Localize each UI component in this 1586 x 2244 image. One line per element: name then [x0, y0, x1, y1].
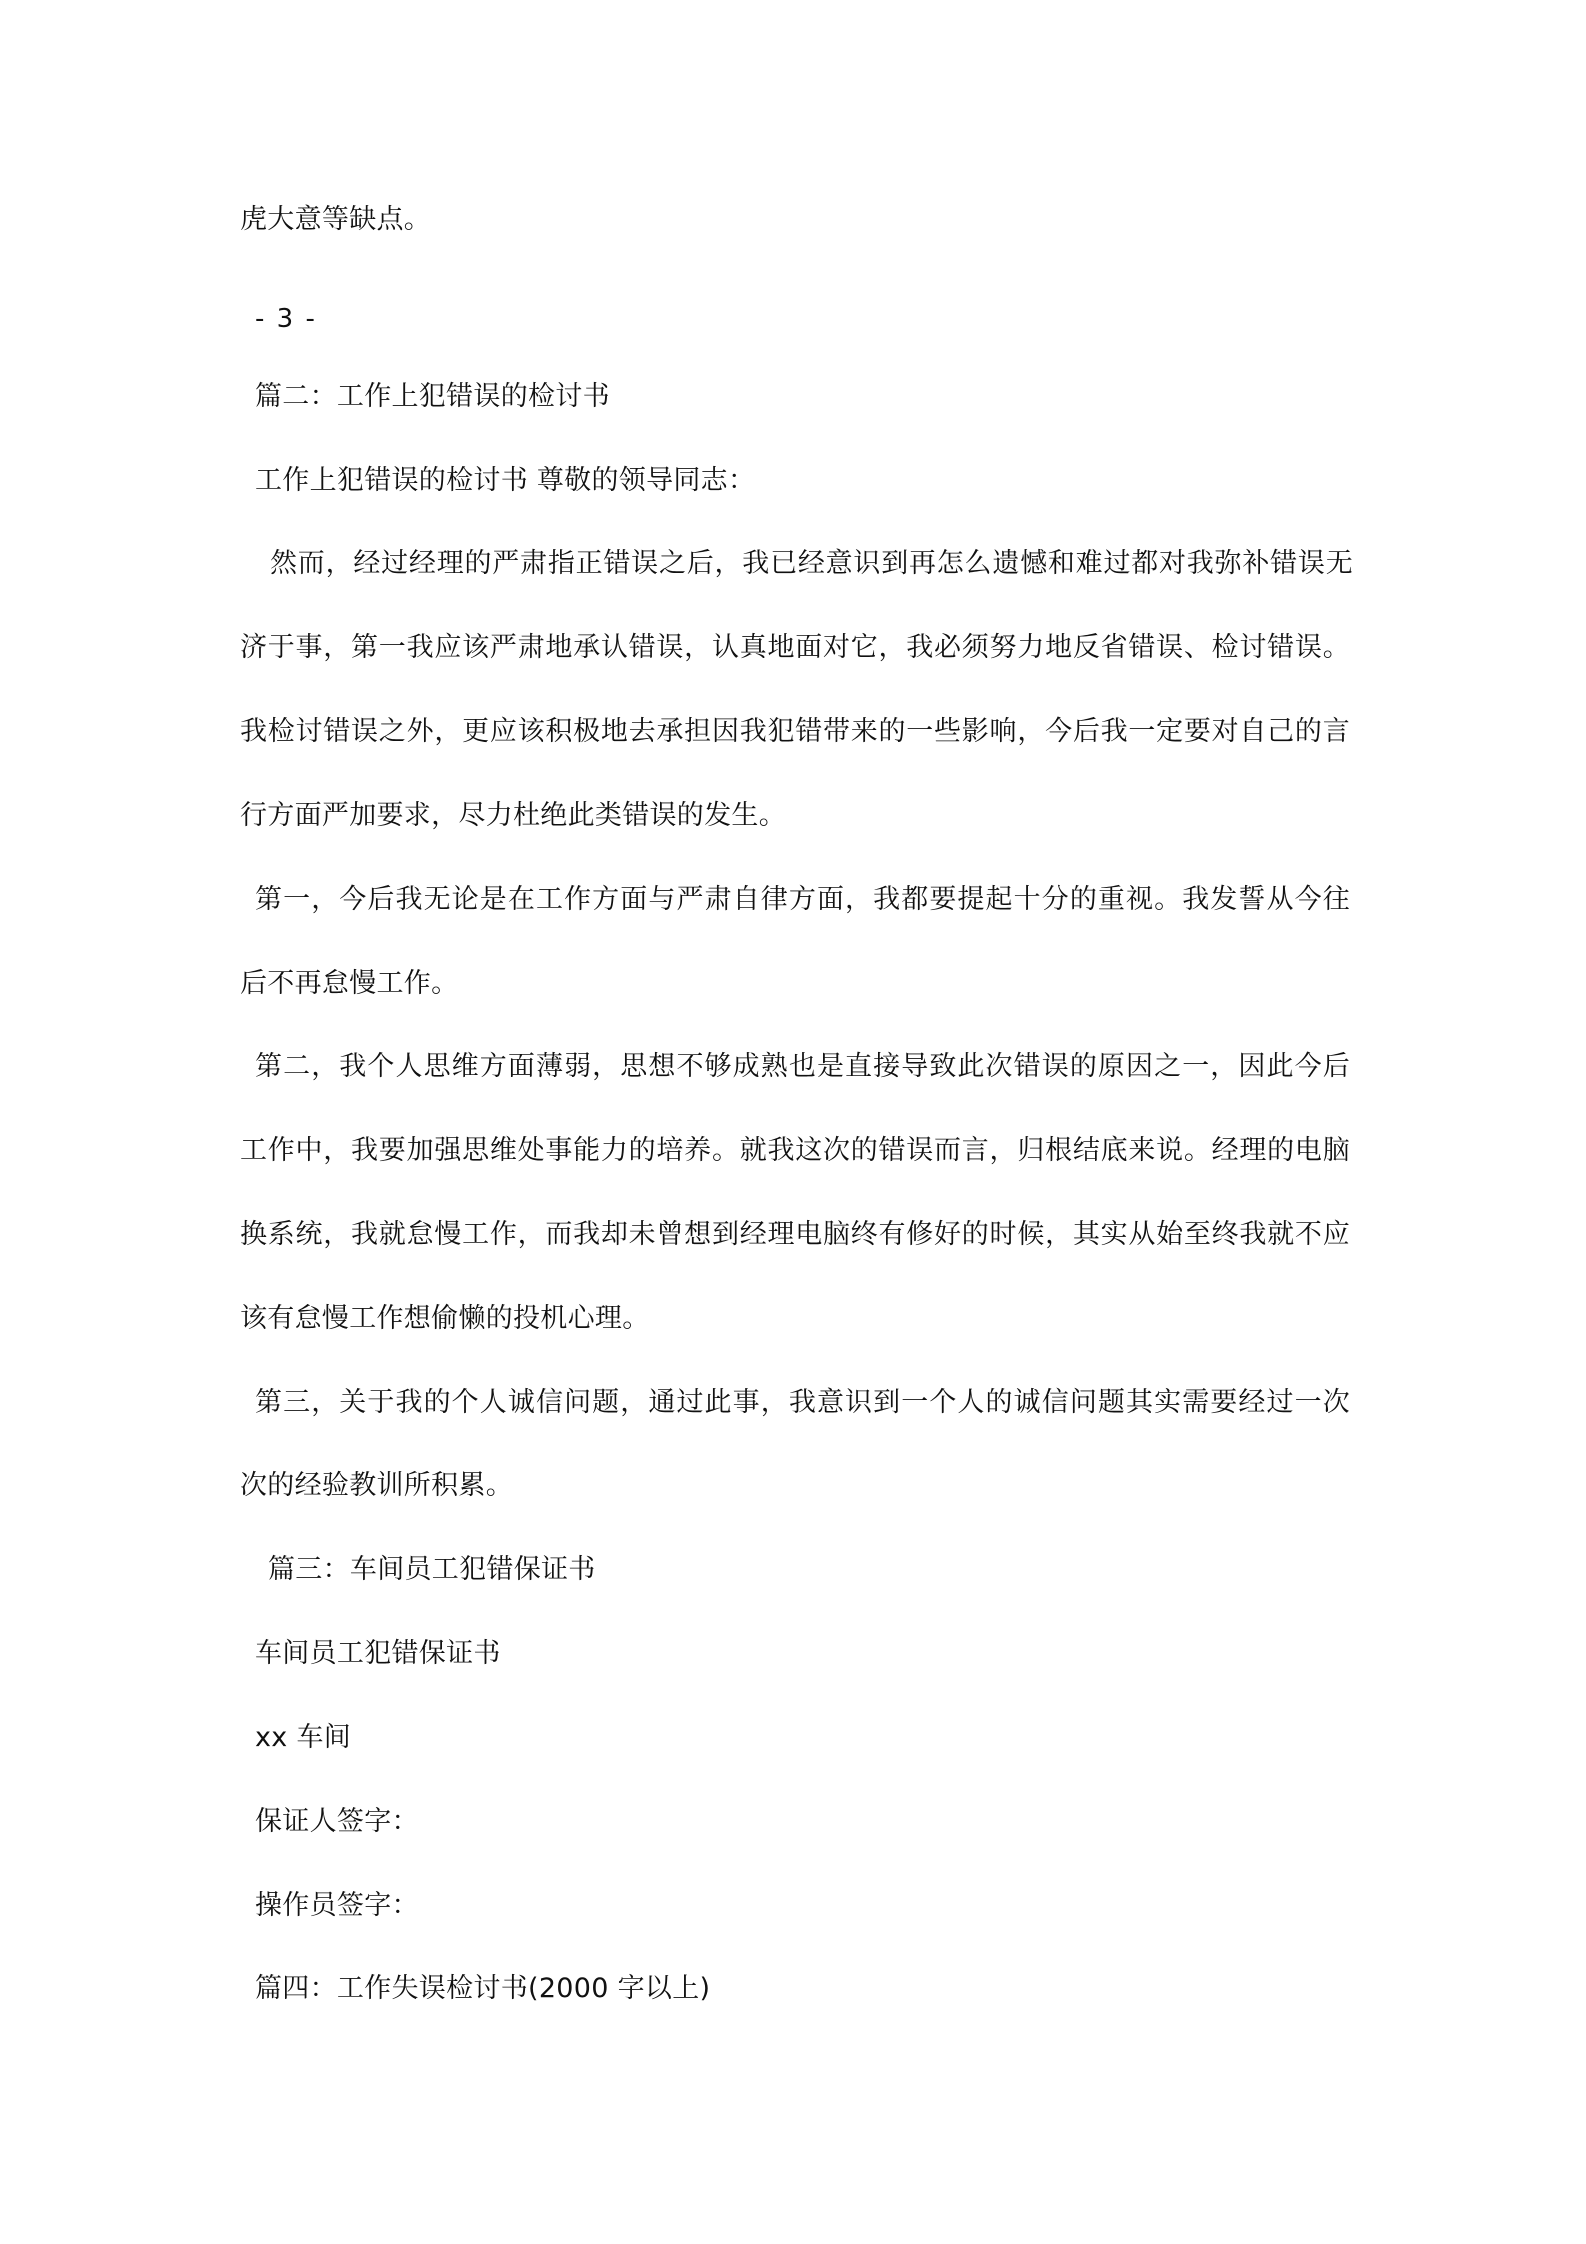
paragraph-line: 次的经验教训所积累。 — [240, 1470, 513, 1501]
section-heading-2: 篇二：工作上犯错误的检讨书 — [255, 381, 610, 412]
letter-title-3: 车间员工犯错保证书 — [255, 1638, 501, 1669]
paragraph-line: 然而，经过经理的严肃指正错误之后，我已经意识到再怎么遗憾和难过都对我弥补错误无 — [270, 548, 1353, 579]
section-heading-3: 篇三：车间员工犯错保证书 — [268, 1554, 596, 1585]
workshop-label: xx 车间 — [255, 1722, 352, 1753]
paragraph-line: 换系统，我就怠慢工作，而我却未曾想到经理电脑终有修好的时候，其实从始至终我就不应 — [240, 1219, 1350, 1250]
letter-title-2: 工作上犯错误的检讨书 尊敬的领导同志： — [255, 465, 756, 496]
guarantor-signature-label: 保证人签字： — [255, 1806, 419, 1837]
operator-signature-label: 操作员签字： — [255, 1890, 419, 1921]
paragraph-line: 济于事，第一我应该严肃地承认错误，认真地面对它，我必须努力地反省错误、检讨错误。 — [240, 632, 1350, 663]
paragraph-line: 第二，我个人思维方面薄弱，思想不够成熟也是直接导致此次错误的原因之一，因此今后 — [255, 1051, 1350, 1082]
paragraph-line: 工作中，我要加强思维处事能力的培养。就我这次的错误而言，归根结底来说。经理的电脑 — [240, 1135, 1350, 1166]
paragraph-line: 行方面严加要求，尽力杜绝此类错误的发生。 — [240, 800, 786, 831]
page-number: - 3 - — [255, 304, 317, 334]
paragraph-line: 第一，今后我无论是在工作方面与严肃自律方面，我都要提起十分的重视。我发誓从今往 — [255, 884, 1350, 915]
paragraph-line: 该有怠慢工作想偷懒的投机心理。 — [240, 1303, 650, 1334]
paragraph-line: 我检讨错误之外，更应该积极地去承担因我犯错带来的一些影响，今后我一定要对自己的言 — [240, 716, 1350, 747]
text-line-continuation: 虎大意等缺点。 — [240, 204, 432, 235]
paragraph-line: 后不再怠慢工作。 — [240, 968, 459, 999]
section-heading-4: 篇四：工作失误检讨书(2000 字以上) — [255, 1973, 711, 2004]
paragraph-line: 第三，关于我的个人诚信问题，通过此事，我意识到一个人的诚信问题其实需要经过一次 — [255, 1387, 1350, 1418]
